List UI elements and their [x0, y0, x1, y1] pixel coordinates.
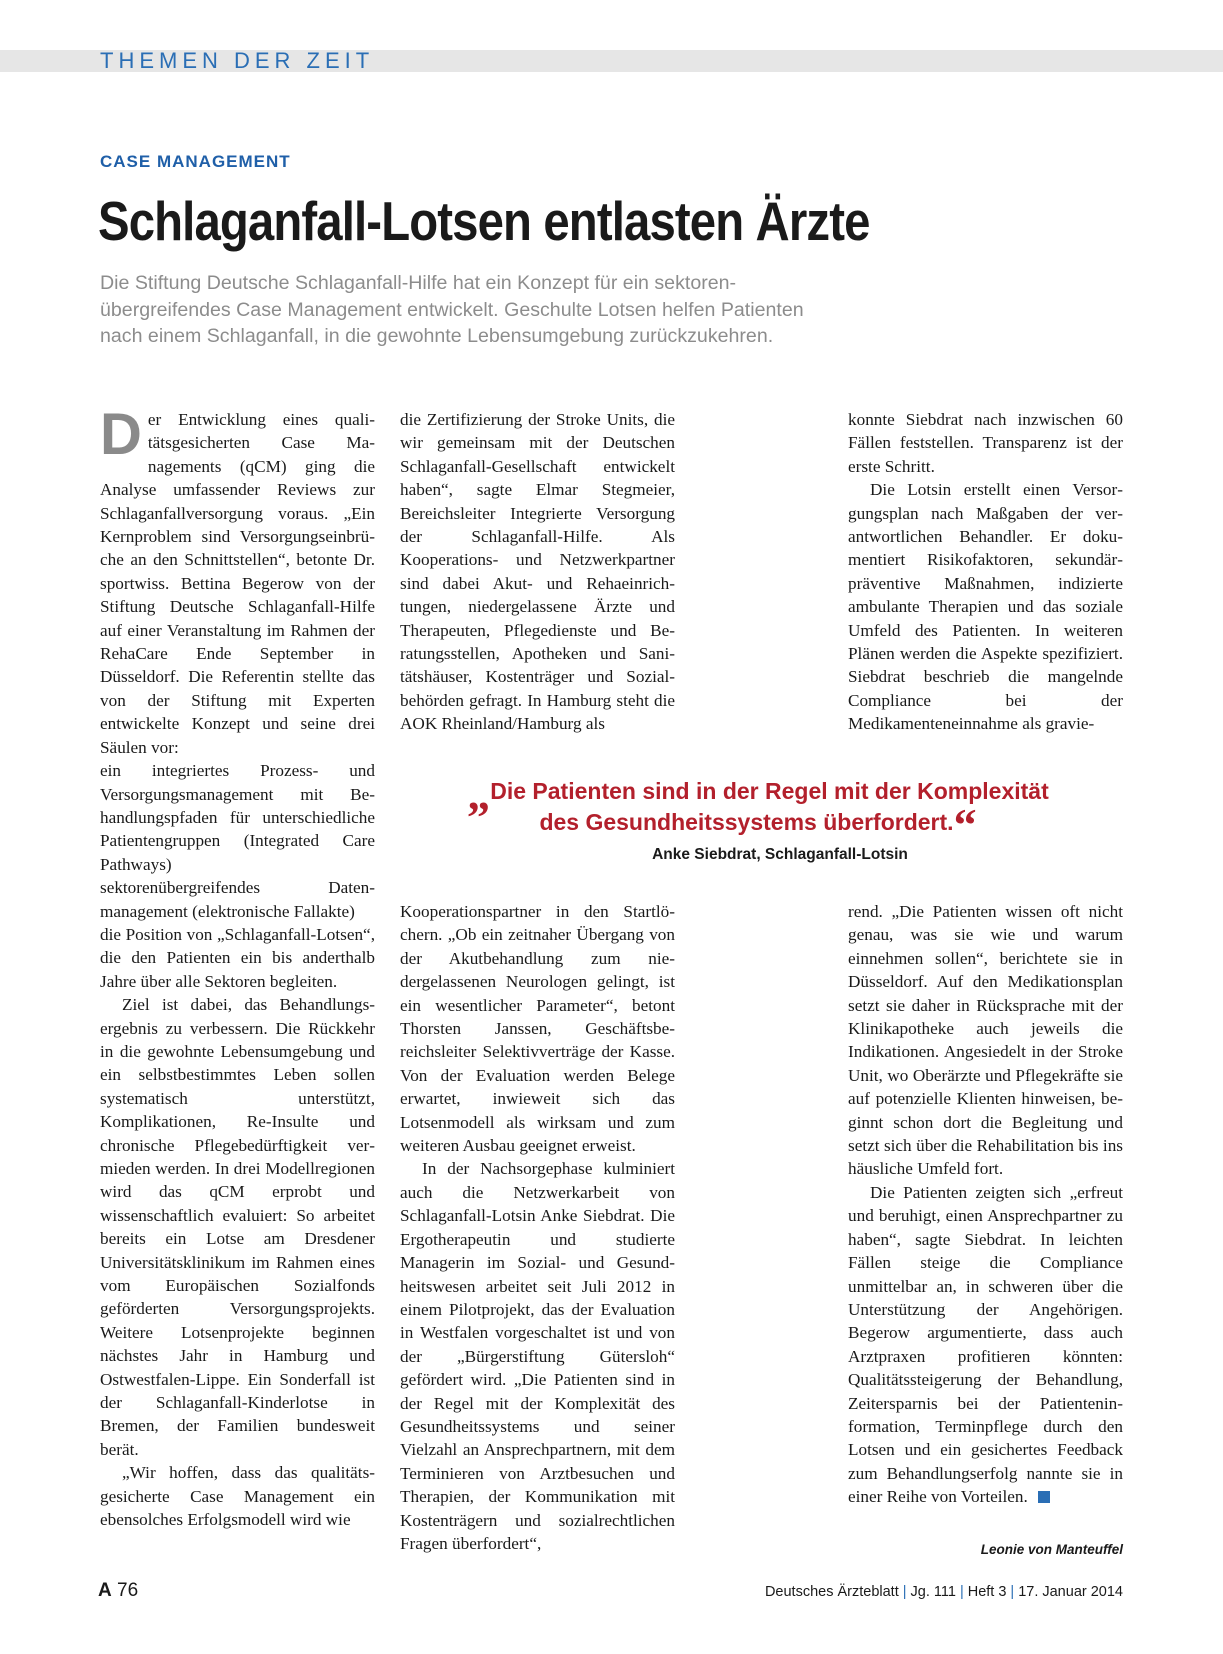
column-3-top [848, 408, 1123, 736]
journal-name: Deutsches Ärzteblatt [764, 1584, 899, 1600]
page-number [98, 1580, 138, 1602]
journal-issue: Heft 3 [967, 1584, 1007, 1600]
quote-author: Anke Siebdrat, Schlaganfall-Lotsin [652, 846, 908, 863]
journal-footer [765, 1584, 1123, 1600]
journal-date: 17. Januar 2014 [1018, 1584, 1123, 1600]
article-kicker: CASE MANAGEMENT [100, 152, 291, 171]
paragraph: die Zertifizierung der Stroke Units, die wir gemeinsam mit der Deutschen Schlaganfall-Gesellschaft entwickelt haben“, sagte Elmar Stegmeier, Bereichsleiter Integrierte Versorgung der Schlaganfall-Hilfe. Als Kooperations- und Netzwerkpartner sind dabei Akut- und Rehaeinrichtungen, niedergelassene Ärzte und Therapeuten, Pflegedienste und Beratungsstellen, Apotheken und Sanitätshäuser, Kostenträger und Sozialbehörden gefragt. In Hamburg steht die AOK Rheinland/Hamburg als [400, 410, 675, 734]
article-lead [100, 270, 970, 350]
folio-number: 76 [117, 1580, 139, 1601]
quote-close-mark: “ [953, 799, 977, 850]
quote-text: Die Patienten sind in der Regel mit der Komplexität [490, 778, 1049, 804]
quote-text: des Gesundheitssystems überfordert. [539, 809, 954, 835]
paragraph: Kooperationspartner in den Startlöchern. „Ob ein zeitnaher Übergang von der Akutbehandlung zum niedergelassenen Neurologen gelingt, ist ein wesentlicher Parameter“, betont Thorsten Janssen, Geschäftsbereichsleiter Selektivverträge der Kasse. Von der Evaluation werden Belege erwartet, inwieweit sich das Lotsenmodell als wirksam und zum weiteren Ausbau geeignet erweist. [400, 902, 675, 1156]
paragraph: In der Nachsorgephase kulminiert auch die Netzwerkarbeit von Schlaganfall-Lotsin Anke Siebdrat. Die Ergotherapeutin und studierte Managerin im Sozial- und Gesundheitswesen arbeitet seit Juli 2012 in einem Pilotprojekt, das der Evaluation in Westfalen vorgeschaltet ist und von der „Bürgerstiftung Gütersloh“ gefördert wird. „Die Patienten sind in der Regel mit der Komplexität des Gesundheitssystems und seiner Vielzahl an Ansprechpartnern, mit dem Terminieren von Arztbesuchen und Therapien, der Kommunikation mit Kostenträgern und sozialrechtlichen Fragen überfordert“, [400, 1159, 675, 1553]
bullet-item [100, 759, 375, 876]
pull-quote [458, 768, 1058, 850]
end-mark-icon [1038, 1491, 1050, 1503]
divider: | [902, 1584, 907, 1600]
paragraph-text: er Entwicklung eines qualitätsgesicherten Case Managements (qCM) ging die Analyse umfassender Reviews zur Schlaganfallversorgung voraus. „Ein Kernproblem sind Versorgungseinbrüche an den Schnittstellen“, betonte Dr. sportwiss. Bettina Begerow von der Stiftung Deutsche Schlaganfall-Hilfe auf einer Veranstaltung im Rahmen der RehaCare Ende September in Düsseldorf. Die Referentin stellte das von der Stiftung mit Experten entwickelte Konzept und seine drei Säulen vor: [100, 410, 375, 757]
paragraph: konnte Siebdrat nach inzwischen 60 Fällen feststellen. Transparenz ist der erste Schritt. [848, 410, 1123, 476]
folio-letter: A [98, 1580, 112, 1601]
column-1 [100, 402, 375, 1532]
bullet-text: sektorenübergreifendes Datenmanagement (elektronische Fallakte) [100, 878, 375, 921]
article-title: Schlaganfall-Lotsen entlasten Ärzte [98, 190, 870, 252]
column-2-top [400, 408, 675, 736]
paragraph: Ziel ist dabei, das Behandlungsergebnis zu verbessern. Die Rückkehr in die gewohnte Lebensumgebung und ein selbstbestimmtes Leben sollen systematisch unterstützt, Komplikationen, Re-Insulte und chronische Pflegebedürftigkeit vermieden werden. In drei Modellregionen wird das qCM erprobt und wissenschaftlich evaluiert: So arbeitet bereits ein Lotse am Dresdener Universitätsklinikum im Rahmen eines vom Europäischen Sozialfonds geförderten Versorgungsprojekts. Weitere Lotsenprojekte beginnen nächstes Jahr in Hamburg und Ostwestfalen-Lippe. Ein Sonderfall ist der Schlaganfall-Kinderlotse in Bremen, der Familien bundesweit berät. [100, 995, 375, 1459]
divider: | [1010, 1584, 1015, 1600]
drop-cap: D [100, 402, 142, 467]
paragraph-text: Die Patienten zeigten sich „erfreut und beruhigt, einen Ansprechpartner zu haben“, sagte Siebdrat. In leichten Fällen steige die Compliance unmittelbar an, in schweren über die Unterstützung der Angehörigen. Begerow argumentierte, dass auch Arztpraxen profitieren könnten: Qualitätssteigerung der Behandlung, Zeitersparnis bei der Patienteninformation, Terminpflege durch den Lotsen und ein gesichertes Feedback zum Behandlungserfolg nannte sie in einer Reihe von Vorteilen. [848, 1182, 1123, 1507]
column-3-bottom [848, 900, 1123, 1509]
quote-line-2 [458, 799, 1058, 850]
journal-volume: Jg. 111 [910, 1584, 956, 1600]
paragraph [848, 1181, 1123, 1509]
section-label: THEMEN DER ZEIT [100, 48, 375, 73]
quote-open-mark: „ [467, 768, 491, 819]
lead-line: übergreifendes Case Management entwickelt. Geschulte Lotsen helfen Patienten [100, 298, 804, 321]
divider: | [959, 1584, 964, 1600]
column-2-bottom [400, 900, 675, 1555]
author-byline: Leonie von Manteuffel [980, 1542, 1123, 1557]
lead-line: Die Stiftung Deutsche Schlaganfall-Hilfe hat ein Konzept für ein sektoren- [100, 272, 737, 294]
paragraph: Die Lotsin erstellt einen Versorgungsplan nach Maßgaben der verantwortlichen Behandler. Er dokumentiert Risikofaktoren, sekundärpräventive Maßnahmen, indizierte ambulante Therapien und das soziale Umfeld des Patienten. In weiteren Plänen werden die Aspekte spezifiziert. Siebdrat beschrieb die mangelnde Compliance bei der Medikamenteneinnahme als gravie- [848, 480, 1123, 734]
paragraph: „Wir hoffen, dass das qualitätsgesicherte Case Management ein ebensolches Erfolgsmodell wird wie [100, 1463, 375, 1530]
paragraph [100, 402, 375, 759]
bullet-text: die Position von „Schlaganfall-Lotsen“, die den Patienten ein bis anderthalb Jahre über alle Sektoren begleiten. [100, 924, 375, 991]
bullet-item [100, 876, 375, 923]
bullet-text: ein integriertes Prozess- und Versorgungsmanagement mit Behandlungspfaden für unterschiedliche Patientengruppen (Integrated Care Pathways) [100, 761, 375, 874]
bullet-item [100, 923, 375, 993]
paragraph: rend. „Die Patienten wissen oft nicht genau, was sie wie und warum einnehmen sollen“, berichtete sie in Düsseldorf. Auf den Medikationsplan setzt sie daher in Rücksprache mit der Klinikapotheke auch jeweils die Indikationen. Angesiedelt in der Stroke Unit, wo Oberärzte und Pflegekräfte sie auf potenzielle Klienten hinweisen, beginnt schon dort die Begleitung und setzt sich über die Rehabilitation bis ins häusliche Umfeld fort. [848, 902, 1123, 1179]
lead-line: nach einem Schlaganfall, in die gewohnte Lebensumgebung zurückzukehren. [100, 325, 774, 347]
